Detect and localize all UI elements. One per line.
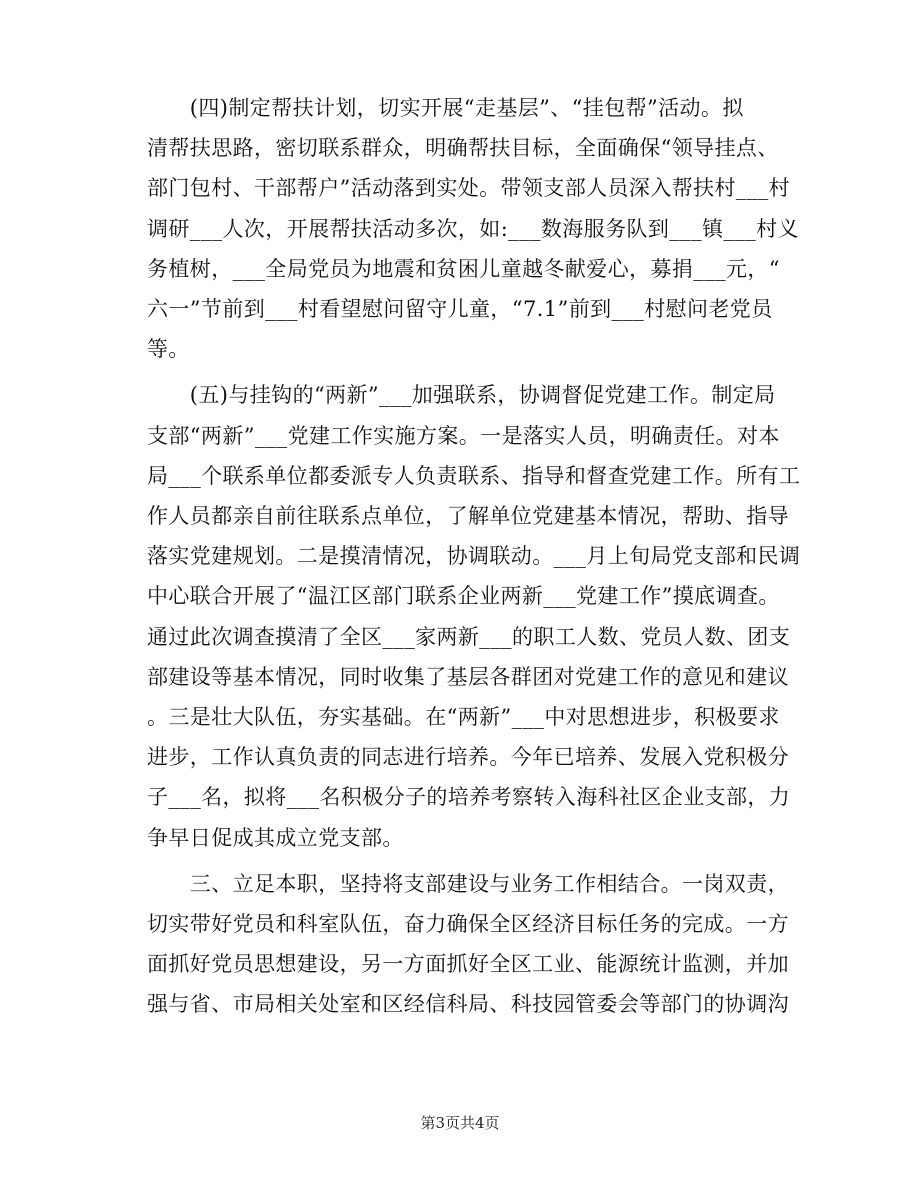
text-line: 进步，工作认真负责的同志进行培养。今年已培养、发展入党积极分 — [147, 745, 789, 770]
text-line: 强与省、市局相关处室和区经信科局、科技园管委会等部门的协调沟 — [147, 992, 789, 1017]
paragraph-four — [147, 88, 799, 369]
text-line: 清帮扶思路，密切联系群众，明确帮扶目标，全面确保“领导挂点、 — [147, 136, 779, 161]
text-line: 部门包村、干部帮户”活动落到实处。带领支部人员深入帮扶村___村 — [147, 176, 791, 201]
text-line: 调研___人次，开展帮扶活动多次，如:___数海服务队到___镇___村义 — [147, 216, 799, 241]
text-line: 中心联合开展了“温江区部门联系企业两新___党建工作”摸底调查。 — [147, 584, 780, 609]
text-line: (四)制定帮扶计划，切实开展“走基层”、“挂包帮”活动。拟 — [147, 96, 744, 120]
text-line: 局___个联系单位都委派专人负责联系、指导和督查党建工作。所有工 — [147, 463, 801, 488]
text-line: 等。 — [147, 337, 190, 362]
text-line: 六一”节前到___村看望慰问留守儿童，“7.1”前到___村慰问老党员 — [147, 297, 773, 322]
text-line: 争早日促成其成立党支部。 — [147, 825, 404, 850]
text-line: 支部“两新”___党建工作实施方案。一是落实人员，明确责任。对本 — [147, 423, 780, 448]
page-number-footer: 第3页共4页 — [420, 1114, 500, 1132]
text-line: 面抓好党员思想建设，另一方面抓好全区工业、能源统计监测，并加 — [147, 952, 789, 977]
paragraph-section-three — [147, 864, 789, 1025]
text-line: 部建设等基本情况，同时收集了基层各群团对党建工作的意见和建议 — [147, 664, 789, 689]
document-body — [147, 88, 801, 1025]
text-line: 切实带好党员和科室队伍，奋力确保全区经济目标任务的完成。一方 — [147, 912, 789, 937]
text-line: 务植树，___全局党员为地震和贫困儿童越冬献爱心，募捐___元，“ — [147, 256, 780, 281]
text-line: 子___名，拟将___名积极分子的培养考察转入海科社区企业支部，力 — [147, 785, 791, 810]
text-line: (五)与挂钩的“两新”___加强联系，协调督促党建工作。制定局 — [147, 383, 776, 408]
text-line: 作人员都亲自前往联系点单位，了解单位党建基本情况，帮助、指导 — [147, 504, 789, 529]
text-line: 三、立足本职，坚持将支部建设与业务工作相结合。一岗双责， — [147, 871, 789, 896]
text-line: 通过此次调查摸清了全区___家两新___的职工人数、党员人数、团支 — [147, 624, 791, 649]
paragraph-five — [147, 375, 801, 857]
text-line: 。三是壮大队伍，夯实基础。在“两新”___中对思想进步，积极要求 — [147, 705, 780, 730]
text-line: 落实党建规划。二是摸清情况，协调联动。___月上旬局党支部和民调 — [147, 544, 801, 569]
